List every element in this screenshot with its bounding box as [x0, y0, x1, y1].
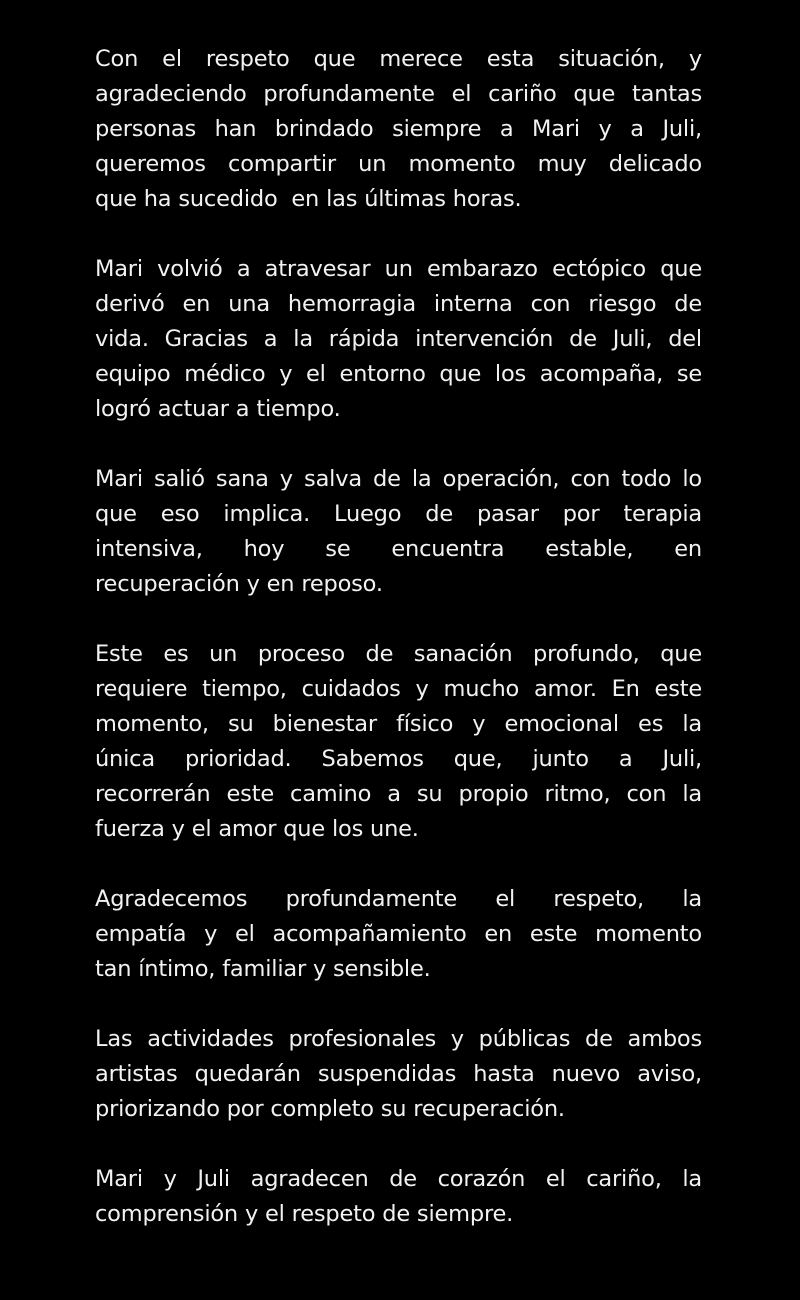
text-line: requiere tiempo, cuidados y mucho amor. En este	[95, 676, 702, 702]
statement-text	[95, 42, 702, 1232]
text-line: priorizando por completo su recuperación.	[95, 1096, 565, 1122]
text-line: equipo médico y el entorno que los acompaña, se	[95, 361, 702, 387]
text-line: artistas quedarán suspendidas hasta nuevo aviso,	[95, 1061, 702, 1087]
paragraph-6	[95, 1022, 702, 1127]
paragraph-gap	[95, 217, 702, 252]
text-line: tan íntimo, familiar y sensible.	[95, 956, 431, 982]
text-line: Con el respeto que merece esta situación, y	[95, 46, 702, 72]
paragraph-3	[95, 462, 702, 602]
text-line: empatía y el acompañamiento en este momento	[95, 921, 702, 947]
paragraph-gap	[95, 427, 702, 462]
text-line: fuerza y el amor que los une.	[95, 816, 419, 842]
text-line: única prioridad. Sabemos que, junto a Juli,	[95, 746, 702, 772]
paragraph-1	[95, 42, 702, 217]
paragraph-gap	[95, 602, 702, 637]
paragraph-4	[95, 637, 702, 847]
text-line: Mari y Juli agradecen de corazón el cariño, la	[95, 1166, 702, 1192]
text-line: agradeciendo profundamente el cariño que tantas	[95, 81, 702, 107]
text-line: queremos compartir un momento muy delicado	[95, 151, 702, 177]
text-line: que eso implica. Luego de pasar por terapia	[95, 501, 702, 527]
text-line: Este es un proceso de sanación profundo, que	[95, 641, 702, 667]
text-line: recuperación y en reposo.	[95, 571, 383, 597]
text-line: Mari volvió a atravesar un embarazo ectópico que	[95, 256, 702, 282]
paragraph-2	[95, 252, 702, 427]
text-line: logró actuar a tiempo.	[95, 396, 341, 422]
text-line: derivó en una hemorragia interna con riesgo de	[95, 291, 702, 317]
text-line: Agradecemos profundamente el respeto, la	[95, 886, 702, 912]
paragraph-7	[95, 1162, 702, 1232]
text-line: momento, su bienestar físico y emocional es la	[95, 711, 702, 737]
text-line: Mari salió sana y salva de la operación, con todo lo	[95, 466, 702, 492]
text-line: intensiva, hoy se encuentra estable, en	[95, 536, 702, 562]
text-line: personas han brindado siempre a Mari y a Juli,	[95, 116, 702, 142]
paragraph-5	[95, 882, 702, 987]
paragraph-gap	[95, 847, 702, 882]
text-line: vida. Gracias a la rápida intervención de Juli, del	[95, 326, 702, 352]
paragraph-gap	[95, 987, 702, 1022]
text-line: recorrerán este camino a su propio ritmo, con la	[95, 781, 702, 807]
text-line: comprensión y el respeto de siempre.	[95, 1201, 514, 1227]
paragraph-gap	[95, 1127, 702, 1162]
text-line: que ha sucedido en las últimas horas.	[95, 186, 522, 212]
text-line: Las actividades profesionales y públicas de ambos	[95, 1026, 702, 1052]
